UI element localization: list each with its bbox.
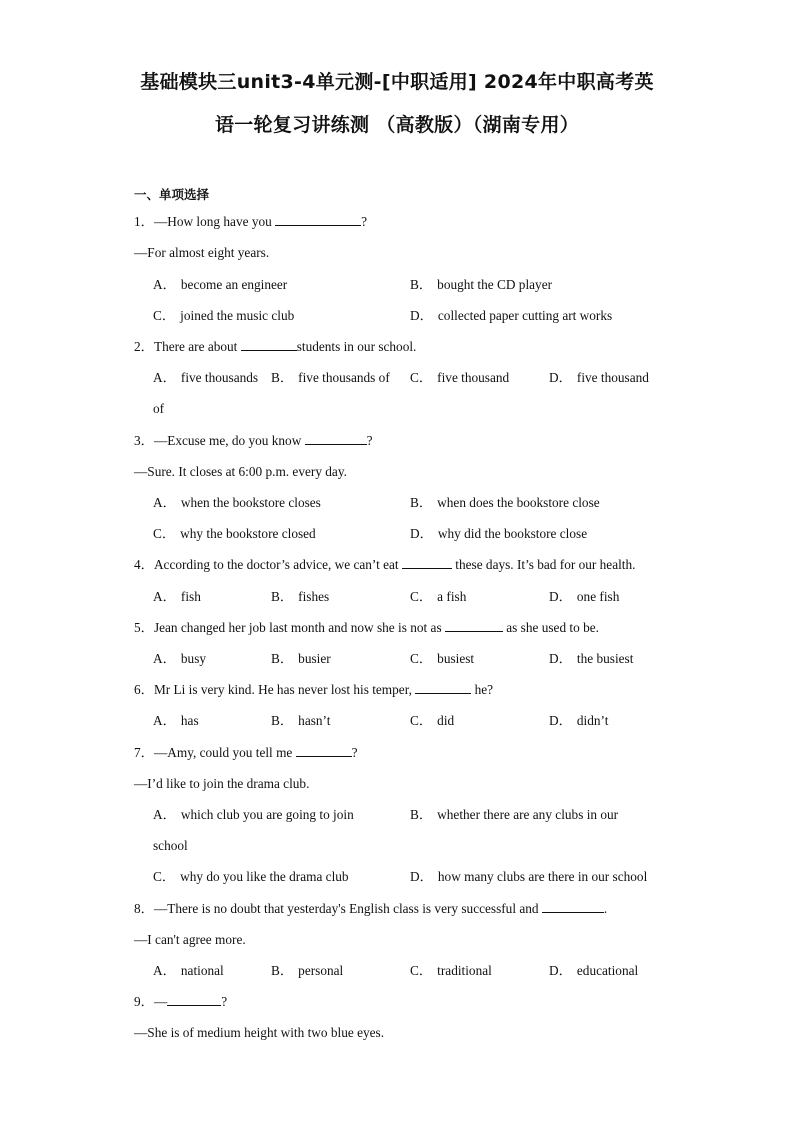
option-letter: A．: [153, 807, 176, 822]
option-letter: C．: [410, 713, 433, 728]
question-6-option-c: [410, 712, 454, 730]
option-letter: A．: [153, 589, 176, 604]
option-text: busy: [180, 651, 207, 666]
option-text: become an engineer: [180, 277, 288, 292]
question-6-stem: [134, 681, 493, 699]
question-text: —There is no doubt that yesterday's English class is very successful and: [153, 901, 542, 916]
question-7-option-a: [153, 806, 354, 824]
question-number: 6．: [134, 682, 154, 697]
question-text: There are about: [153, 339, 241, 354]
option-letter: A．: [153, 495, 176, 510]
option-letter: B．: [410, 495, 433, 510]
question-7-stem: [134, 744, 358, 762]
option-text: has: [180, 713, 199, 728]
question-text-end: .: [603, 901, 608, 916]
question-number: 3．: [134, 433, 154, 448]
question-9-stem: [134, 993, 227, 1011]
option-text: didn’t: [576, 713, 609, 728]
option-text: why do you like the drama club: [180, 869, 349, 884]
question-number: 2．: [134, 339, 154, 354]
question-number: 5．: [134, 620, 154, 635]
option-letter: C．: [410, 370, 433, 385]
question-2-option-b-wrap: of: [153, 401, 165, 416]
question-4-option-c: [410, 588, 466, 606]
question-5-option-c: [410, 650, 474, 668]
question-text-end: he?: [471, 682, 494, 697]
question-number: 4．: [134, 557, 154, 572]
option-letter: C．: [410, 963, 433, 978]
question-8-stem: [134, 900, 607, 918]
question-8-reply: —I can't agree more.: [134, 932, 246, 947]
option-text: the busiest: [576, 651, 634, 666]
question-5-option-b: [271, 650, 331, 668]
option-text: why the bookstore closed: [180, 526, 316, 541]
question-number: 8．: [134, 901, 154, 916]
answer-blank: [445, 619, 503, 632]
page-title-line-1: 基础模块三unit3-4单元测-[中职适用] 2024年中职高考英: [140, 71, 654, 93]
option-letter: D．: [549, 963, 572, 978]
question-text-end: ?: [221, 994, 228, 1009]
option-text: busier: [298, 651, 331, 666]
option-letter: D．: [549, 589, 572, 604]
answer-blank: [167, 993, 221, 1006]
option-letter: C．: [153, 308, 176, 323]
option-letter: D．: [549, 651, 572, 666]
option-letter: D．: [410, 526, 433, 541]
question-number: 9．: [134, 994, 154, 1009]
question-9-reply: —She is of medium height with two blue eyes.: [134, 1025, 385, 1040]
option-text: traditional: [437, 963, 492, 978]
option-text: hasn’t: [298, 713, 331, 728]
question-text-end: these days. It’s bad for our health.: [451, 557, 636, 572]
question-2-option-c: [410, 369, 509, 387]
question-6-option-d: [549, 712, 608, 730]
option-text: five thousand: [437, 370, 510, 385]
answer-blank: [402, 556, 452, 569]
question-8-option-c: [410, 962, 492, 980]
option-letter: C．: [410, 651, 433, 666]
option-text: fish: [180, 589, 201, 604]
option-text: why did the bookstore close: [437, 526, 588, 541]
question-text: —How long have you: [153, 214, 276, 229]
option-text: personal: [298, 963, 344, 978]
question-6-option-b: [271, 712, 330, 730]
question-text-end: students in our school.: [296, 339, 417, 354]
option-text: when does the bookstore close: [437, 495, 600, 510]
question-7-reply: —I’d like to join the drama club.: [134, 776, 310, 791]
question-3-reply: —Sure. It closes at 6:00 p.m. every day.: [134, 464, 347, 479]
answer-blank: [305, 432, 367, 445]
question-1-option-a: [153, 276, 287, 294]
question-7-option-a-wrap: school: [153, 838, 188, 853]
question-2-stem: [134, 338, 416, 356]
question-text: —Excuse me, do you know: [153, 433, 305, 448]
answer-blank: [542, 900, 604, 913]
option-text: national: [180, 963, 224, 978]
option-letter: C．: [153, 526, 176, 541]
question-1-option-b: [410, 276, 552, 294]
answer-blank: [275, 213, 361, 226]
option-text: fishes: [298, 589, 330, 604]
question-2-option-d: [549, 369, 649, 387]
option-text: educational: [576, 963, 639, 978]
question-number: 1．: [134, 214, 154, 229]
question-2-option-b: [271, 369, 390, 387]
option-letter: B．: [271, 713, 294, 728]
question-1-stem: [134, 213, 367, 231]
option-text: how many clubs are there in our school: [437, 869, 648, 884]
option-text: five thousands: [180, 370, 259, 385]
question-3-option-a: [153, 494, 321, 512]
option-text: five thousands of: [298, 370, 390, 385]
question-text: Jean changed her job last month and now she is not as: [153, 620, 445, 635]
question-4-option-a: [153, 588, 201, 606]
option-letter: C．: [153, 869, 176, 884]
option-letter: B．: [271, 589, 294, 604]
option-letter: B．: [271, 651, 294, 666]
option-text: a fish: [437, 589, 467, 604]
option-text: did: [437, 713, 455, 728]
question-text-end: ?: [361, 214, 367, 229]
question-4-option-b: [271, 588, 329, 606]
option-text: five thousand: [576, 370, 649, 385]
question-text: Mr Li is very kind. He has never lost his temper,: [153, 682, 416, 697]
answer-blank: [415, 681, 471, 694]
option-text: collected paper cutting art works: [437, 308, 613, 323]
question-5-option-d: [549, 650, 633, 668]
question-8-option-a: [153, 962, 224, 980]
question-8-option-b: [271, 962, 343, 980]
question-5-option-a: [153, 650, 206, 668]
question-4-stem: [134, 556, 635, 574]
question-number: 7．: [134, 745, 154, 760]
answer-blank: [296, 744, 352, 757]
question-text-end: ?: [366, 433, 373, 448]
question-5-stem: [134, 619, 599, 637]
question-text: —: [153, 994, 168, 1009]
option-text: busiest: [437, 651, 475, 666]
option-letter: D．: [549, 370, 572, 385]
question-text: —Amy, could you tell me: [153, 745, 296, 760]
option-letter: C．: [410, 589, 433, 604]
question-1-option-c: [153, 307, 294, 325]
question-7-option-b: [410, 806, 618, 824]
option-letter: D．: [410, 869, 433, 884]
question-text: According to the doctor’s advice, we can’t eat: [153, 557, 402, 572]
option-letter: B．: [271, 963, 294, 978]
option-letter: D．: [549, 713, 572, 728]
question-3-option-b: [410, 494, 600, 512]
option-letter: A．: [153, 713, 176, 728]
section-heading: 一、单项选择: [134, 187, 210, 202]
option-text: one fish: [576, 589, 620, 604]
question-1-option-d: [410, 307, 612, 325]
option-letter: B．: [410, 277, 433, 292]
question-text-end: ?: [351, 745, 358, 760]
option-text: whether there are any clubs in our: [437, 807, 619, 822]
page-title-line-2: 语一轮复习讲练测 （高教版）（湖南专用）: [214, 114, 580, 136]
option-letter: A．: [153, 963, 176, 978]
question-3-option-c: [153, 525, 316, 543]
question-2-option-a: [153, 369, 258, 387]
question-4-option-d: [549, 588, 619, 606]
option-text: bought the CD player: [437, 277, 553, 292]
option-letter: A．: [153, 277, 176, 292]
option-letter: B．: [410, 807, 433, 822]
option-letter: A．: [153, 651, 176, 666]
option-letter: A．: [153, 370, 176, 385]
question-8-option-d: [549, 962, 638, 980]
question-1-reply: —For almost eight years.: [134, 245, 270, 260]
option-letter: D．: [410, 308, 433, 323]
answer-blank: [241, 338, 297, 351]
option-letter: B．: [271, 370, 294, 385]
question-text-end: as she used to be.: [502, 620, 599, 635]
option-text: which club you are going to join: [180, 807, 354, 822]
question-6-option-a: [153, 712, 199, 730]
question-7-option-d: [410, 868, 647, 886]
question-3-stem: [134, 432, 373, 450]
question-7-option-c: [153, 868, 349, 886]
question-3-option-d: [410, 525, 587, 543]
option-text: joined the music club: [180, 308, 295, 323]
option-text: when the bookstore closes: [180, 495, 321, 510]
